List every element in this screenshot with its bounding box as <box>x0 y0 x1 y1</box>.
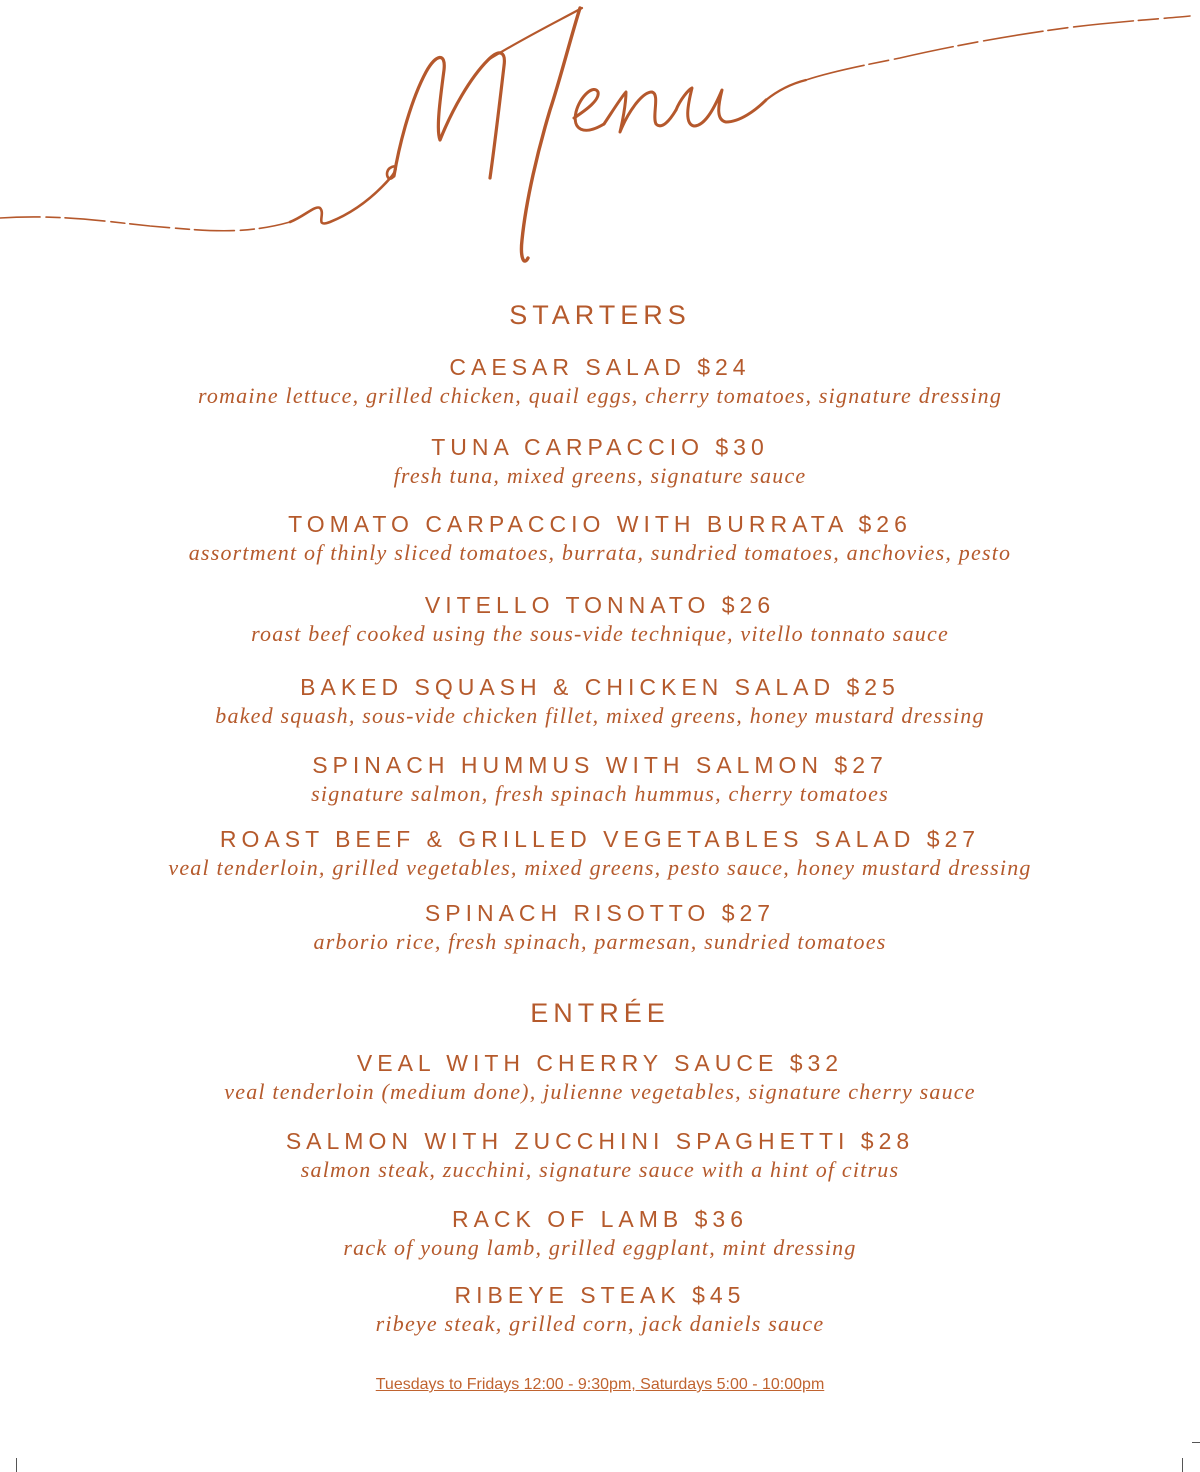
menu-item <box>0 1126 1200 1184</box>
item-name: CAESAR SALAD $24 <box>449 354 751 380</box>
item-description: assortment of thinly sliced tomatoes, burrata, sundried tomatoes, anchovies, pesto <box>188 540 1012 565</box>
item-description: salmon steak, zucchini, signature sauce with a hint of citrus <box>300 1157 900 1182</box>
menu-item <box>0 672 1200 730</box>
menu-item <box>0 898 1200 956</box>
crop-mark <box>16 1458 17 1472</box>
item-description: rack of young lamb, grilled eggplant, mint dressing <box>343 1235 857 1260</box>
menu-title-script <box>0 0 1200 280</box>
item-name: ROAST BEEF & GRILLED VEGETABLES SALAD $27 <box>219 826 981 852</box>
item-description: fresh tuna, mixed greens, signature sauce <box>393 463 807 488</box>
menu-item <box>0 432 1200 490</box>
item-description: ribeye steak, grilled corn, jack daniels sauce <box>375 1311 825 1336</box>
item-description: roast beef cooked using the sous-vide technique, vitello tonnato sauce <box>251 621 949 646</box>
item-description: signature salmon, fresh spinach hummus, cherry tomatoes <box>311 781 889 806</box>
item-name: SPINACH RISOTTO $27 <box>424 900 776 926</box>
item-name: TUNA CARPACCIO $30 <box>431 434 769 460</box>
menu-item <box>0 1048 1200 1106</box>
item-name: TOMATO CARPACCIO WITH BURRATA $26 <box>288 511 912 537</box>
item-name: SALMON WITH ZUCCHINI SPAGHETTI $28 <box>285 1128 915 1154</box>
item-description: veal tenderloin, grilled vegetables, mixed greens, pesto sauce, honey mustard dressing <box>168 855 1032 880</box>
opening-hours-link[interactable]: Tuesdays to Fridays 12:00 - 9:30pm, Saturdays 5:00 - 10:00pm <box>375 1376 825 1393</box>
item-description: baked squash, sous-vide chicken fillet, mixed greens, honey mustard dressing <box>215 703 985 728</box>
crop-mark <box>1182 1458 1183 1472</box>
section-title-entree: ENTRÉE <box>530 998 670 1028</box>
item-name: SPINACH HUMMUS WITH SALMON $27 <box>312 752 888 778</box>
menu-item <box>0 509 1200 567</box>
item-description: veal tenderloin (medium done), julienne vegetables, signature cherry sauce <box>224 1079 976 1104</box>
menu-item <box>0 1204 1200 1262</box>
crop-mark <box>1192 1442 1200 1443</box>
item-name: RIBEYE STEAK $45 <box>454 1282 746 1308</box>
section-title-starters: STARTERS <box>509 300 691 330</box>
menu-item <box>0 352 1200 410</box>
item-name: RACK OF LAMB $36 <box>451 1206 749 1232</box>
item-description: arborio rice, fresh spinach, parmesan, sundried tomatoes <box>313 929 887 954</box>
item-name: VITELLO TONNATO $26 <box>424 592 776 618</box>
item-name: BAKED SQUASH & CHICKEN SALAD $25 <box>300 674 900 700</box>
menu-item <box>0 1280 1200 1338</box>
menu-item <box>0 590 1200 648</box>
item-description: romaine lettuce, grilled chicken, quail eggs, cherry tomatoes, signature dressing <box>197 383 1003 408</box>
menu-item <box>0 824 1200 882</box>
item-name: VEAL WITH CHERRY SAUCE $32 <box>356 1050 844 1076</box>
menu-item <box>0 750 1200 808</box>
